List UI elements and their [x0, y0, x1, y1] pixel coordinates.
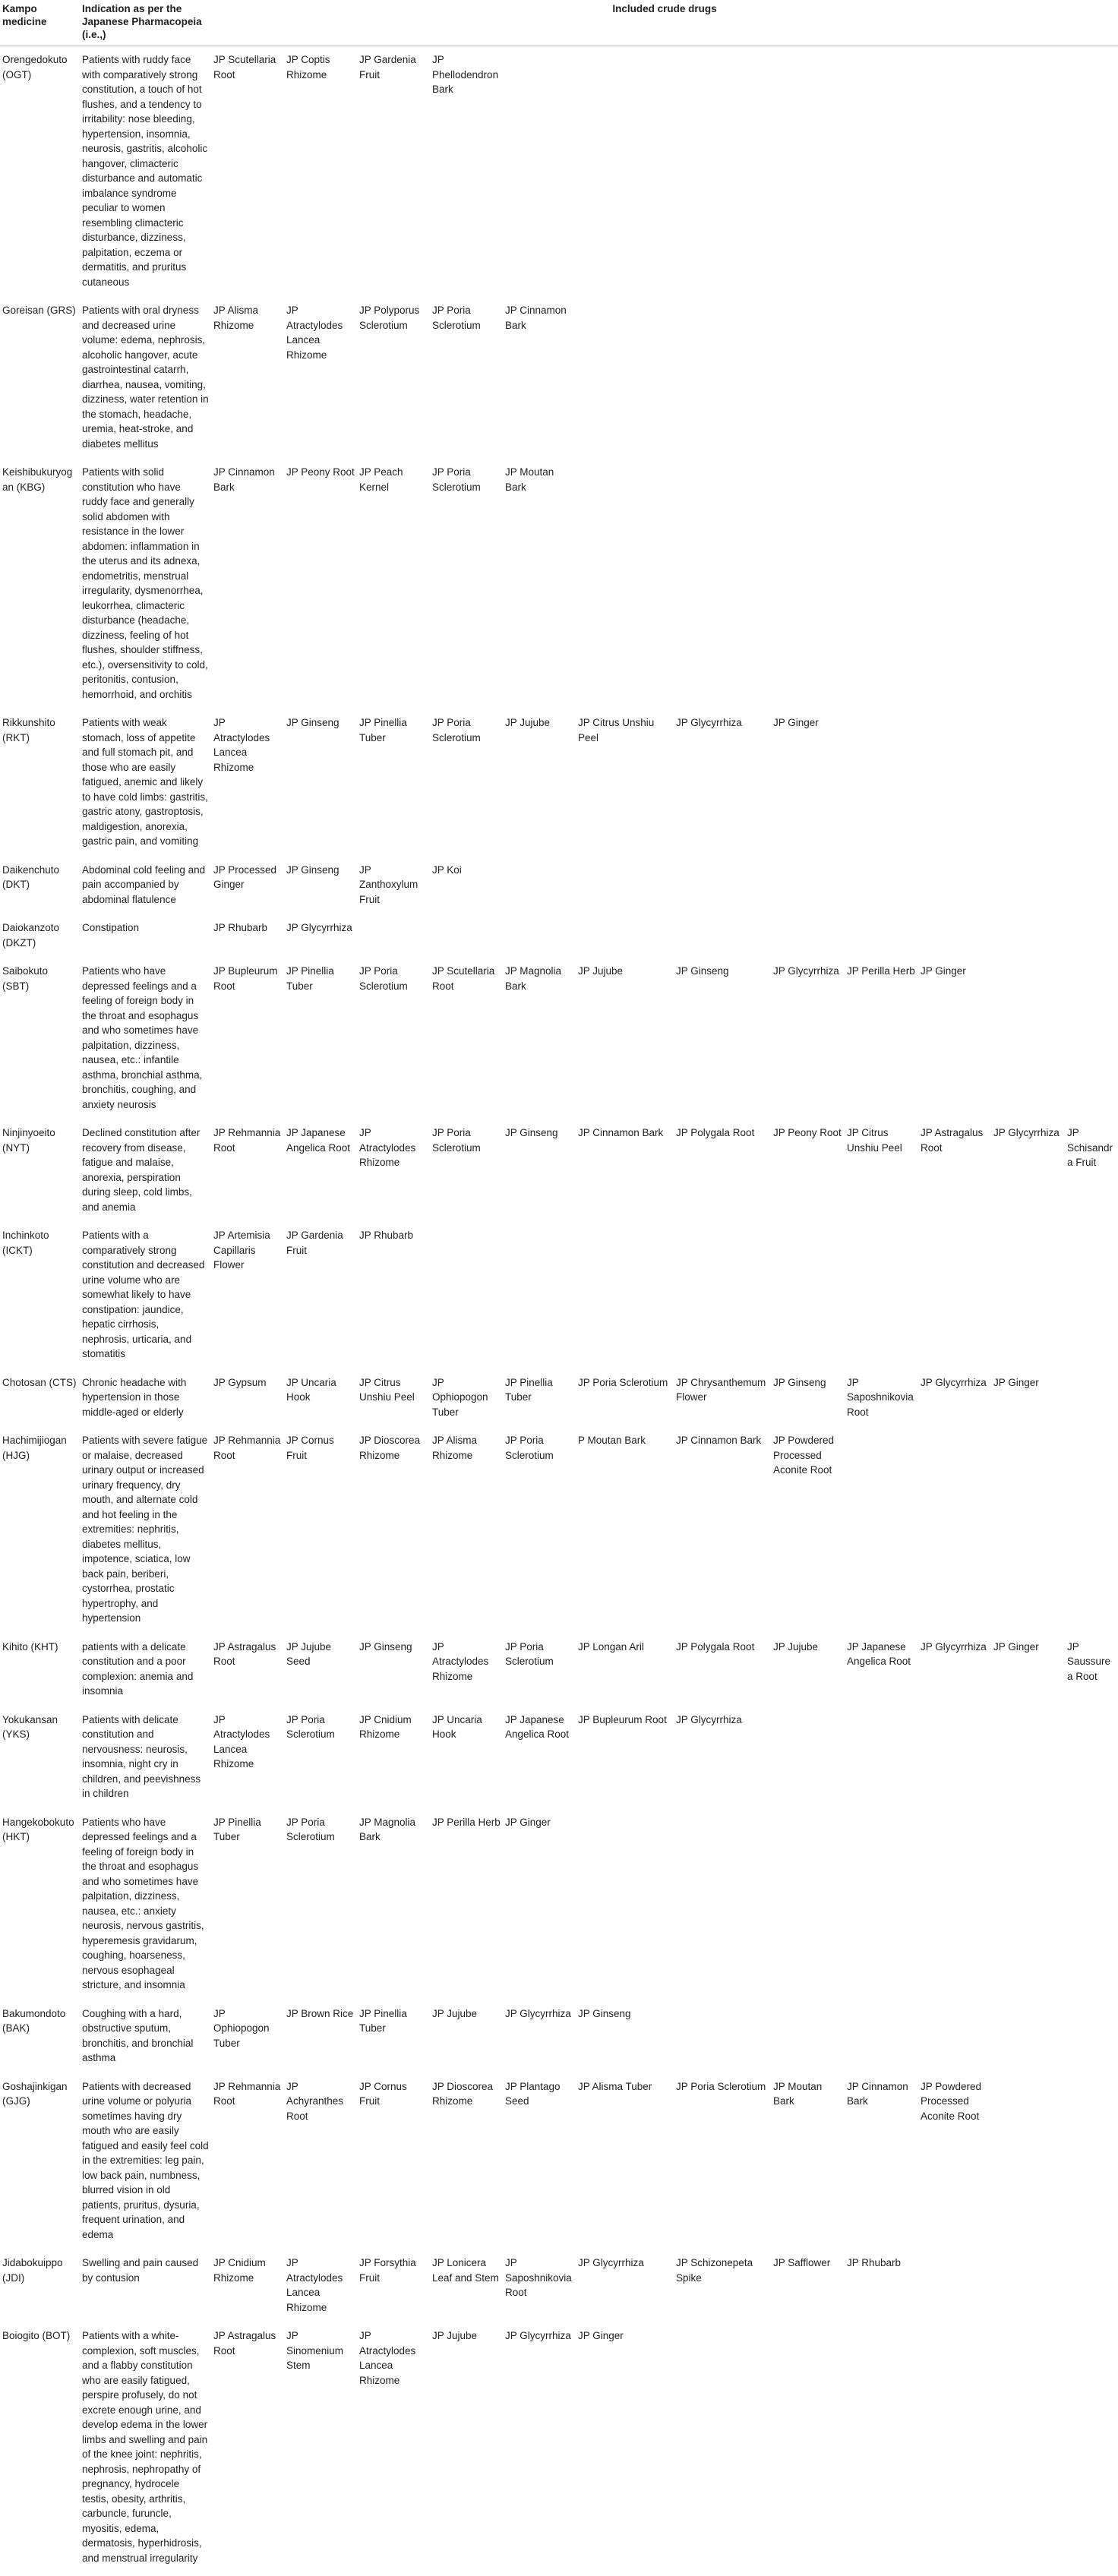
empty-cell — [1065, 1812, 1118, 2003]
crude-drug-cell: JP Peony Root — [284, 462, 357, 712]
empty-cell — [771, 1709, 845, 1812]
crude-drug-cell: JP Powdered Processed Aconite Root — [771, 1430, 845, 1637]
kampo-medicine-cell: Inchinkoto (ICKT) — [0, 1225, 80, 1372]
crude-drug-cell: JP Ginger — [503, 1812, 576, 2003]
crude-drug-cell: JP Sinomenium Stem — [284, 2325, 357, 2576]
empty-cell — [430, 917, 503, 961]
empty-cell — [357, 917, 430, 961]
empty-cell — [1065, 2003, 1118, 2076]
kampo-medicine-cell: Yokukansan (YKS) — [0, 1709, 80, 1812]
empty-cell — [674, 860, 771, 918]
crude-drug-cell: JP Poria Sclerotium — [430, 300, 503, 462]
empty-cell — [845, 2003, 918, 2076]
empty-cell — [771, 2003, 845, 2076]
crude-drug-cell: JP Glycyrrhiza — [674, 1709, 771, 1812]
empty-cell — [918, 2325, 991, 2576]
indication-cell: Constipation — [80, 917, 211, 961]
crude-drug-cell: JP Japanese Angelica Root — [284, 1122, 357, 1225]
empty-cell — [674, 1812, 771, 2003]
empty-cell — [771, 300, 845, 462]
empty-cell — [674, 300, 771, 462]
header-kampo-medicine: Kampo medicine — [0, 0, 80, 46]
kampo-medicine-cell: Hangekobokuto (HKT) — [0, 1812, 80, 2003]
crude-drug-cell: JP Cornus Fruit — [284, 1430, 357, 1637]
empty-cell — [845, 712, 918, 860]
crude-drug-cell: JP Rehmannia Root — [211, 1122, 284, 1225]
indication-cell: Patients with severe fatigue or malaise, decreased urinary output or increased urinary frequency, dry mouth, and alternate cold and hot feeling in the extremities: nephritis, diabetes mellitus, impotence, sciatica, low back pain, beriberi, cystorrhea, prostatic hypertrophy, and hypertension — [80, 1430, 211, 1637]
kampo-medicine-cell: Kihito (KHT) — [0, 1637, 80, 1709]
crude-drug-cell: JP Poria Sclerotium — [503, 1637, 576, 1709]
empty-cell — [845, 917, 918, 961]
crude-drug-cell: JP Bupleurum Root — [576, 1709, 674, 1812]
empty-cell — [1065, 462, 1118, 712]
kampo-medicine-cell: Goshajinkigan (GJG) — [0, 2076, 80, 2253]
crude-drug-cell: JP Pinellia Tuber — [357, 712, 430, 860]
crude-drug-cell: JP Processed Ginger — [211, 860, 284, 918]
crude-drug-cell: JP Ginseng — [503, 1122, 576, 1225]
table-row — [0, 1430, 1118, 1637]
empty-cell — [1065, 1709, 1118, 1812]
empty-cell — [674, 2325, 771, 2576]
empty-cell — [918, 1225, 991, 1372]
crude-drug-cell: JP Ginger — [991, 1372, 1065, 1431]
crude-drug-cell: JP Astragalus Root — [211, 2325, 284, 2576]
crude-drug-cell: JP Ophiopogon Tuber — [211, 2003, 284, 2076]
crude-drug-cell: JP Citrus Unshiu Peel — [357, 1372, 430, 1431]
crude-drug-cell: JP Glycyrrhiza — [918, 1637, 991, 1709]
crude-drug-cell: JP Poria Sclerotium — [284, 1812, 357, 2003]
crude-drug-cell: JP Ginseng — [576, 2003, 674, 2076]
crude-drug-cell: JP Astragalus Root — [918, 1122, 991, 1225]
kampo-medicine-cell: Saibokuto (SBT) — [0, 961, 80, 1122]
crude-drug-cell: JP Magnolia Bark — [503, 961, 576, 1122]
table-row — [0, 1709, 1118, 1812]
crude-drug-cell: JP Saposhnikovia Root — [503, 2252, 576, 2325]
kampo-medicine-cell: Daiokanzoto (DKZT) — [0, 917, 80, 961]
crude-drug-cell: JP Peach Kernel — [357, 462, 430, 712]
empty-cell — [771, 917, 845, 961]
empty-cell — [503, 1225, 576, 1372]
empty-cell — [1065, 917, 1118, 961]
crude-drug-cell: JP Ginseng — [674, 961, 771, 1122]
crude-drug-cell: JP Uncaria Hook — [430, 1709, 503, 1812]
crude-drug-cell: JP Jujube — [430, 2325, 503, 2576]
table-row — [0, 712, 1118, 860]
crude-drug-cell: JP Glycyrrhiza — [674, 712, 771, 860]
empty-cell — [918, 462, 991, 712]
indication-cell: Patients with ruddy face with comparatively strong constitution, a touch of hot flushes, and a tendency to irritability: nose bleeding, hypertension, insomnia, neurosis, gastritis, alcoholic hangover, climacteric disturbance and automatic imbalance syndrome peculiar to women resembling climacteric disturbance, dizziness, palpitation, eczema or dermatitis, and pruritus cutaneous — [80, 46, 211, 301]
crude-drug-cell: JP Glycyrrhiza — [991, 1122, 1065, 1225]
empty-cell — [991, 1709, 1065, 1812]
crude-drug-cell: JP Ginger — [991, 1637, 1065, 1709]
empty-cell — [991, 917, 1065, 961]
empty-cell — [918, 1709, 991, 1812]
crude-drug-cell: JP Rehmannia Root — [211, 2076, 284, 2253]
empty-cell — [576, 1812, 674, 2003]
empty-cell — [991, 462, 1065, 712]
crude-drug-cell: JP Perilla Herb — [845, 961, 918, 1122]
indication-cell: Patients with solid constitution who have ruddy face and generally solid abdomen with resistance in the lower abdomen: inflammation in the uterus and its adnexa, endometritis, menstrual irregularity, dysmenorrhea, leukorrhea, climacteric disturbance (headache, dizziness, feeling of hot flushes, shoulder stiffness, etc.), oversensitivity to cold, peritonitis, contusion, hemorrhoid, and orchitis — [80, 462, 211, 712]
empty-cell — [674, 917, 771, 961]
empty-cell — [918, 46, 991, 301]
empty-cell — [771, 2325, 845, 2576]
crude-drug-cell: JP Poria Sclerotium — [284, 1709, 357, 1812]
crude-drug-cell: JP Magnolia Bark — [357, 1812, 430, 2003]
kampo-medicine-cell: Boiogito (BOT) — [0, 2325, 80, 2576]
indication-cell: Patients with oral dryness and decreased urine volume: edema, nephrosis, alcoholic hangover, acute gastrointestinal catarrh, diarrhea, nausea, vomiting, dizziness, water retention in the stomach, headache, uremia, heat-stroke, and diabetes mellitus — [80, 300, 211, 462]
header-included-crude-drugs: Included crude drugs — [211, 0, 1118, 46]
crude-drug-cell: JP Poria Sclerotium — [503, 1430, 576, 1637]
crude-drug-cell: JP Jujube — [430, 2003, 503, 2076]
kampo-medicine-cell: Ninjinyoeito (NYT) — [0, 1122, 80, 1225]
crude-drug-cell: JP Moutan Bark — [503, 462, 576, 712]
crude-drug-cell: JP Glycyrrhiza — [576, 2252, 674, 2325]
empty-cell — [503, 860, 576, 918]
indication-cell: Patients with delicate constitution and nervousness: neurosis, insomnia, night cry in children, and peevishness in children — [80, 1709, 211, 1812]
empty-cell — [845, 2325, 918, 2576]
crude-drug-cell: JP Schisandra Fruit — [1065, 1122, 1118, 1225]
empty-cell — [1065, 300, 1118, 462]
empty-cell — [845, 46, 918, 301]
crude-drug-cell: JP Powdered Processed Aconite Root — [918, 2076, 991, 2253]
kampo-medicine-cell: Chotosan (CTS) — [0, 1372, 80, 1431]
empty-cell — [918, 2252, 991, 2325]
empty-cell — [918, 917, 991, 961]
crude-drug-cell: JP Atractylodes Lancea Rhizome — [284, 2252, 357, 2325]
empty-cell — [991, 961, 1065, 1122]
empty-cell — [991, 860, 1065, 918]
crude-drug-cell: JP Poria Sclerotium — [357, 961, 430, 1122]
table-header-row — [0, 0, 1118, 46]
empty-cell — [991, 2076, 1065, 2253]
crude-drug-cell: JP Saussurea Root — [1065, 1637, 1118, 1709]
crude-drug-cell: JP Glycyrrhiza — [771, 961, 845, 1122]
crude-drug-cell: JP Rehmannia Root — [211, 1430, 284, 1637]
empty-cell — [918, 1430, 991, 1637]
indication-cell: Patients who have depressed feelings and a feeling of foreign body in the throat and esophagus and who sometimes have palpitation, dizziness, nausea, etc.: infantile asthma, bronchial asthma, bronchitis, coughing, and anxiety neurosis — [80, 961, 211, 1122]
empty-cell — [918, 712, 991, 860]
empty-cell — [845, 462, 918, 712]
crude-drug-cell: JP Scutellaria Root — [211, 46, 284, 301]
empty-cell — [991, 2252, 1065, 2325]
crude-drug-cell: JP Jujube Seed — [284, 1637, 357, 1709]
crude-drug-cell: JP Plantago Seed — [503, 2076, 576, 2253]
empty-cell — [771, 46, 845, 301]
crude-drug-cell: JP Atractylodes Rhizome — [357, 1122, 430, 1225]
crude-drug-cell: JP Gardenia Fruit — [284, 1225, 357, 1372]
empty-cell — [1065, 2325, 1118, 2576]
crude-drug-cell: JP Cnidium Rhizome — [211, 2252, 284, 2325]
crude-drug-cell: JP Forsythia Fruit — [357, 2252, 430, 2325]
table-row — [0, 1372, 1118, 1431]
table-row — [0, 462, 1118, 712]
crude-drug-cell: JP Ophiopogon Tuber — [430, 1372, 503, 1431]
kampo-medicine-cell: Goreisan (GRS) — [0, 300, 80, 462]
crude-drug-cell: JP Rhubarb — [845, 2252, 918, 2325]
crude-drug-cell: JP Japanese Angelica Root — [503, 1709, 576, 1812]
empty-cell — [918, 1812, 991, 2003]
crude-drug-cell: JP Rhubarb — [357, 1225, 430, 1372]
kampo-medicine-cell: Hachimijiogan (HJG) — [0, 1430, 80, 1637]
empty-cell — [576, 860, 674, 918]
empty-cell — [918, 2003, 991, 2076]
crude-drug-cell: JP Poria Sclerotium — [576, 1372, 674, 1431]
crude-drug-cell: JP Glycyrrhiza — [503, 2003, 576, 2076]
empty-cell — [918, 860, 991, 918]
empty-cell — [1065, 860, 1118, 918]
crude-drug-cell: JP Astragalus Root — [211, 1637, 284, 1709]
crude-drug-cell: JP Poria Sclerotium — [430, 462, 503, 712]
table-body — [0, 46, 1118, 2576]
crude-drug-cell: JP Zanthoxylum Fruit — [357, 860, 430, 918]
crude-drug-cell: JP Ginger — [576, 2325, 674, 2576]
crude-drug-cell: JP Atractylodes Lancea Rhizome — [357, 2325, 430, 2576]
crude-drug-cell: JP Achyranthes Root — [284, 2076, 357, 2253]
table-row — [0, 2076, 1118, 2253]
crude-drug-cell: JP Artemisia Capillaris Flower — [211, 1225, 284, 1372]
indication-cell: Patients with weak stomach, loss of appetite and full stomach pit, and those who are easily fatigued, anemic and likely to have cold limbs: gastritis, gastric atony, gastroptosis, maldigestion, anorexia, gastric pain, and vomiting — [80, 712, 211, 860]
table-row — [0, 1225, 1118, 1372]
empty-cell — [576, 300, 674, 462]
empty-cell — [845, 1430, 918, 1637]
crude-drug-cell: JP Ginseng — [771, 1372, 845, 1431]
indication-cell: Coughing with a hard, obstructive sputum, bronchitis, and bronchial asthma — [80, 2003, 211, 2076]
crude-drug-cell: JP Pinellia Tuber — [284, 961, 357, 1122]
empty-cell — [503, 46, 576, 301]
crude-drug-cell: JP Poria Sclerotium — [430, 1122, 503, 1225]
crude-drug-cell: JP Atractylodes Lancea Rhizome — [211, 1709, 284, 1812]
crude-drug-cell: JP Gardenia Fruit — [357, 46, 430, 301]
crude-drug-cell: JP Polyporus Sclerotium — [357, 300, 430, 462]
table-row — [0, 961, 1118, 1122]
crude-drug-cell: JP Alisma Rhizome — [211, 300, 284, 462]
table-row — [0, 300, 1118, 462]
indication-cell: Swelling and pain caused by contusion — [80, 2252, 211, 2325]
crude-drug-cell: JP Glycyrrhiza — [284, 917, 357, 961]
kampo-medicine-cell: Jidabokuippo (JDI) — [0, 2252, 80, 2325]
table-row — [0, 1122, 1118, 1225]
header-indication: Indication as per the Japanese Pharmacopeia (i.e.,) — [80, 0, 211, 46]
crude-drug-cell: JP Alisma Rhizome — [430, 1430, 503, 1637]
empty-cell — [991, 1430, 1065, 1637]
crude-drug-cell: JP Phellodendron Bark — [430, 46, 503, 301]
crude-drug-cell: JP Uncaria Hook — [284, 1372, 357, 1431]
crude-drug-cell: JP Gypsum — [211, 1372, 284, 1431]
empty-cell — [991, 46, 1065, 301]
kampo-medicine-cell: Daikenchuto (DKT) — [0, 860, 80, 918]
crude-drug-cell: JP Polygala Root — [674, 1637, 771, 1709]
table-row — [0, 46, 1118, 301]
empty-cell — [576, 462, 674, 712]
crude-drug-cell: JP Cinnamon Bark — [211, 462, 284, 712]
crude-drug-cell: JP Japanese Angelica Root — [845, 1637, 918, 1709]
crude-drug-cell: JP Ginger — [771, 712, 845, 860]
empty-cell — [1065, 46, 1118, 301]
empty-cell — [1065, 961, 1118, 1122]
empty-cell — [576, 1225, 674, 1372]
crude-drug-cell: JP Cornus Fruit — [357, 2076, 430, 2253]
crude-drug-cell: JP Ginseng — [284, 860, 357, 918]
crude-drug-cell: JP Chrysanthemum Flower — [674, 1372, 771, 1431]
empty-cell — [674, 2003, 771, 2076]
crude-drug-cell: JP Cinnamon Bark — [845, 2076, 918, 2253]
indication-cell: Patients with a comparatively strong constitution and decreased urine volume who are somewhat likely to have constipation: jaundice, hepatic cirrhosis, nephrosis, urticaria, and stomatitis — [80, 1225, 211, 1372]
crude-drug-cell: JP Cinnamon Bark — [576, 1122, 674, 1225]
crude-drug-cell: JP Saposhnikovia Root — [845, 1372, 918, 1431]
kampo-medicine-cell: Orengedokuto (OGT) — [0, 46, 80, 301]
empty-cell — [845, 300, 918, 462]
crude-drug-cell: JP Atractylodes Lancea Rhizome — [284, 300, 357, 462]
crude-drug-cell: JP Alisma Tuber — [576, 2076, 674, 2253]
crude-drug-cell: JP Perilla Herb — [430, 1812, 503, 2003]
table-row — [0, 2325, 1118, 2576]
crude-drug-cell: JP Safflower — [771, 2252, 845, 2325]
empty-cell — [991, 1225, 1065, 1372]
crude-drug-cell: JP Citrus Unshiu Peel — [576, 712, 674, 860]
crude-drug-cell: JP Citrus Unshiu Peel — [845, 1122, 918, 1225]
crude-drug-cell: JP Peony Root — [771, 1122, 845, 1225]
empty-cell — [1065, 1225, 1118, 1372]
kampo-medicine-cell: Rikkunshito (RKT) — [0, 712, 80, 860]
empty-cell — [845, 1225, 918, 1372]
empty-cell — [771, 1225, 845, 1372]
crude-drug-cell: JP Atractylodes Rhizome — [430, 1637, 503, 1709]
crude-drug-cell: JP Jujube — [503, 712, 576, 860]
table-row — [0, 1637, 1118, 1709]
empty-cell — [771, 1812, 845, 2003]
table-row — [0, 2003, 1118, 2076]
crude-drug-cell: JP Cinnamon Bark — [674, 1430, 771, 1637]
crude-drug-cell: JP Dioscorea Rhizome — [357, 1430, 430, 1637]
empty-cell — [1065, 712, 1118, 860]
crude-drug-cell: JP Poria Sclerotium — [674, 2076, 771, 2253]
crude-drug-cell: JP Poria Sclerotium — [430, 712, 503, 860]
table-row — [0, 917, 1118, 961]
crude-drug-cell: JP Ginseng — [284, 712, 357, 860]
crude-drug-cell: JP Atractylodes Lancea Rhizome — [211, 712, 284, 860]
empty-cell — [430, 1225, 503, 1372]
empty-cell — [991, 1812, 1065, 2003]
crude-drug-cell: JP Pinellia Tuber — [357, 2003, 430, 2076]
crude-drug-cell: JP Cnidium Rhizome — [357, 1709, 430, 1812]
indication-cell: Patients who have depressed feelings and a feeling of foreign body in the throat and esophagus and who sometimes have palpitation, dizziness, nausea, etc.: anxiety neurosis, nervous gastritis, hyperemesis gravidarum, coughing, hoarseness, nervous esophageal stricture, and insomnia — [80, 1812, 211, 2003]
crude-drug-cell: JP Pinellia Tuber — [503, 1372, 576, 1431]
empty-cell — [845, 860, 918, 918]
crude-drug-cell: JP Lonicera Leaf and Stem — [430, 2252, 503, 2325]
crude-drug-cell: JP Ginseng — [357, 1637, 430, 1709]
crude-drug-cell: JP Glycyrrhiza — [503, 2325, 576, 2576]
crude-drug-cell: JP Schizonepeta Spike — [674, 2252, 771, 2325]
crude-drug-cell: JP Glycyrrhiza — [918, 1372, 991, 1431]
indication-cell: Declined constitution after recovery from disease, fatigue and malaise, anorexia, perspiration during sleep, cold limbs, and anemia — [80, 1122, 211, 1225]
crude-drug-cell: JP Bupleurum Root — [211, 961, 284, 1122]
empty-cell — [576, 917, 674, 961]
indication-cell: Abdominal cold feeling and pain accompanied by abdominal flatulence — [80, 860, 211, 918]
indication-cell: Patients with decreased urine volume or polyuria sometimes having dry mouth who are easily fatigued and easily feel cold in the extremities: leg pain, low back pain, numbness, blurred vision in old patients, pruritus, dysuria, frequent urination, and edema — [80, 2076, 211, 2253]
table-row — [0, 2252, 1118, 2325]
indication-cell: Chronic headache with hypertension in those middle-aged or elderly — [80, 1372, 211, 1431]
table-row — [0, 1812, 1118, 2003]
crude-drug-cell: JP Brown Rice — [284, 2003, 357, 2076]
crude-drug-cell: JP Jujube — [771, 1637, 845, 1709]
empty-cell — [845, 1709, 918, 1812]
indication-cell: Patients with a white-complexion, soft muscles, and a flabby constitution who are easily fatigued, perspire profusely, do not excrete enough urine, and develop edema in the lower limbs and swelling and pain of the knee joint: nephritis, nephrosis, nephropathy of pregnancy, hydrocele testis, obesity, arthritis, carbuncle, furuncle, myositis, edema, dermatosis, hyperhidrosis, and menstrual irregularity — [80, 2325, 211, 2576]
crude-drug-cell: JP Ginger — [918, 961, 991, 1122]
empty-cell — [991, 2325, 1065, 2576]
empty-cell — [991, 712, 1065, 860]
empty-cell — [674, 46, 771, 301]
empty-cell — [1065, 2076, 1118, 2253]
crude-drug-cell: JP Scutellaria Root — [430, 961, 503, 1122]
empty-cell — [503, 917, 576, 961]
kampo-medicine-cell: Keishibukuryogan (KBG) — [0, 462, 80, 712]
empty-cell — [1065, 1372, 1118, 1431]
empty-cell — [1065, 2252, 1118, 2325]
empty-cell — [674, 462, 771, 712]
crude-drug-cell: JP Cinnamon Bark — [503, 300, 576, 462]
kampo-medicine-cell: Bakumondoto (BAK) — [0, 2003, 80, 2076]
crude-drug-cell: JP Moutan Bark — [771, 2076, 845, 2253]
indication-cell: patients with a delicate constitution and a poor complexion: anemia and insomnia — [80, 1637, 211, 1709]
empty-cell — [918, 300, 991, 462]
empty-cell — [771, 860, 845, 918]
crude-drug-cell: JP Koi — [430, 860, 503, 918]
crude-drug-cell: JP Polygala Root — [674, 1122, 771, 1225]
crude-drug-cell: JP Dioscorea Rhizome — [430, 2076, 503, 2253]
crude-drug-cell: JP Jujube — [576, 961, 674, 1122]
empty-cell — [991, 300, 1065, 462]
crude-drug-cell: JP Rhubarb — [211, 917, 284, 961]
empty-cell — [576, 46, 674, 301]
crude-drug-cell: JP Pinellia Tuber — [211, 1812, 284, 2003]
empty-cell — [674, 1225, 771, 1372]
crude-drug-cell: JP Coptis Rhizome — [284, 46, 357, 301]
empty-cell — [771, 462, 845, 712]
crude-drug-cell: JP Longan Aril — [576, 1637, 674, 1709]
crude-drug-cell: P Moutan Bark — [576, 1430, 674, 1637]
empty-cell — [845, 1812, 918, 2003]
table-row — [0, 860, 1118, 918]
empty-cell — [991, 2003, 1065, 2076]
empty-cell — [1065, 1430, 1118, 1637]
